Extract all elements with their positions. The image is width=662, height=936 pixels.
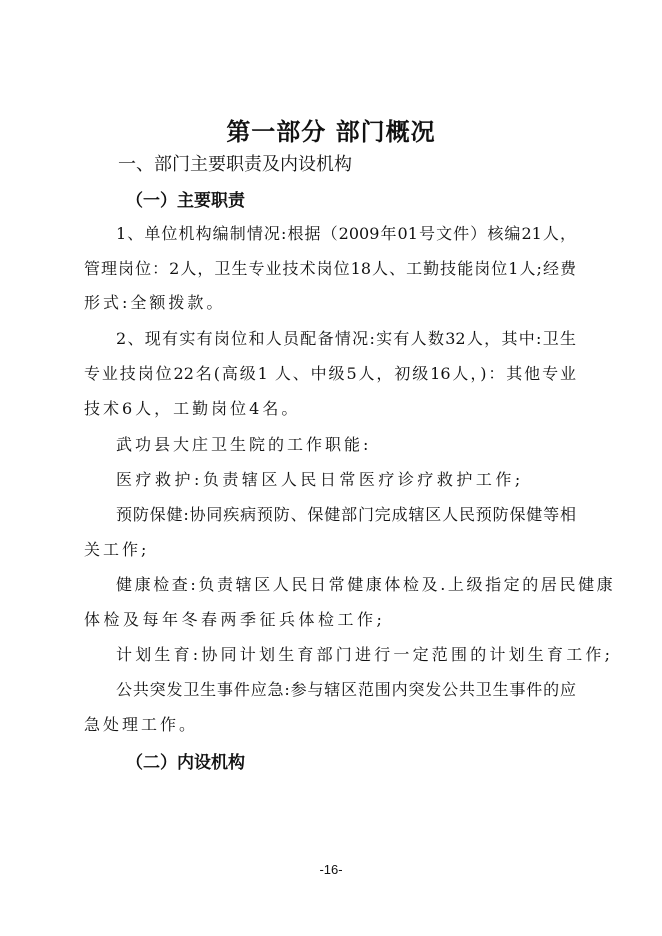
- page-title: 第一部分 部门概况: [226, 118, 436, 146]
- paragraph-line: 管理岗位：2人，卫生专业技术岗位18人、工勤技能岗位1人;经费: [84, 259, 576, 278]
- paragraph-line: 急处理工作。: [84, 715, 199, 734]
- section-heading: 一、部门主要职责及内设机构: [118, 154, 352, 175]
- subsection-heading-internal-structure: （二）内设机构: [126, 753, 245, 773]
- paragraph-line: 2、现有实有岗位和人员配备情况:实有人数32人，其中:卫生: [116, 329, 576, 348]
- paragraph-line: 1、单位机构编制情况:根据（2009年01号文件）核编21人，: [116, 224, 576, 243]
- paragraph-line: 体检及每年冬春两季征兵体检工作;: [84, 610, 386, 629]
- page-number: -16-: [319, 862, 343, 877]
- paragraph-line: 预防保健:协同疾病预防、保健部门完成辖区人民预防保健等相: [116, 505, 576, 524]
- paragraph-line: 医疗救护:负责辖区人民日常医疗诊疗救护工作;: [116, 470, 524, 489]
- paragraph-line: 专业技岗位22名(高级1 人、中级5人，初级16人，)：其他专业: [84, 364, 576, 383]
- subsection-heading-duties: （一）主要职责: [126, 191, 245, 211]
- paragraph-line: 健康检查:负责辖区人民日常健康体检及.上级指定的居民健康: [116, 575, 616, 594]
- paragraph-line: 武功县大庄卫生院的工作职能:: [116, 435, 372, 454]
- paragraph-line: 形式:全额拨款。: [84, 293, 226, 312]
- paragraph-line: 计划生育:协同计划生育部门进行一定范围的计划生育工作;: [116, 645, 614, 664]
- paragraph-line: 关工作;: [84, 540, 150, 559]
- paragraph-line: 公共突发卫生事件应急:参与辖区范围内突发公共卫生事件的应: [116, 680, 576, 699]
- paragraph-line: 技术6人，工勤岗位4名。: [84, 399, 301, 418]
